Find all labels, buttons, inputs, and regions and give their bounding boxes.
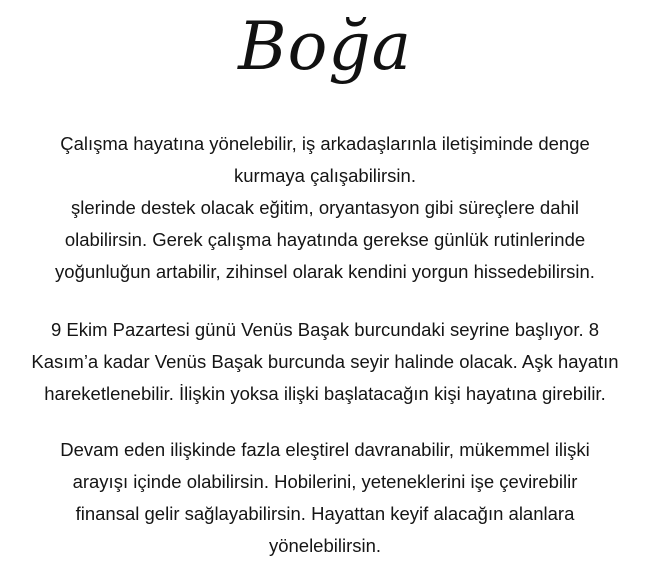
paragraph-line: olabilirsin. Gerek çalışma hayatında gerekse günlük rutinlerinde bbox=[64, 229, 586, 250]
paragraph-line: yönelebilirsin. bbox=[268, 535, 382, 556]
paragraph-line: Çalışma hayatına yönelebilir, iş arkadaşlarınla iletişiminde denge bbox=[60, 133, 590, 154]
paragraph-relationships bbox=[4, 434, 646, 562]
paragraph-line: hareketlenebilir. İlişkin yoksa ilişki başlatacağın kişi hayatına girebilir. bbox=[44, 383, 606, 404]
paragraph-line: Kasım’a kadar Venüs Başak burcunda seyir halinde olacak. Aşk hayatın bbox=[31, 351, 619, 372]
paragraph-line: arayışı içinde olabilirsin. Hobilerini, yeteneklerini işe çevirebilir bbox=[72, 471, 578, 492]
paragraph-line: şlerinde destek olacak eğitim, oryantasyon gibi süreçlere dahil bbox=[71, 197, 579, 218]
paragraph-line: Devam eden ilişkinde fazla eleştirel davranabilir, mükemmel ilişki bbox=[60, 439, 590, 460]
paragraph-line: finansal gelir sağlayabilirsin. Hayattan keyif alacağın alanlara bbox=[75, 503, 575, 524]
paragraph-line: kurmaya çalışabilirsin. bbox=[234, 165, 416, 186]
paragraph-line: yoğunluğun artabilir, zihinsel olarak kendini yorgun hissedebilirsin. bbox=[55, 261, 595, 282]
paragraph-venus bbox=[4, 314, 646, 410]
paragraph-line: 9 Ekim Pazartesi günü Venüs Başak burcundaki seyrine başlıyor. 8 bbox=[50, 319, 600, 340]
page-title: Boğa bbox=[238, 8, 412, 85]
paragraph-work bbox=[4, 128, 646, 288]
